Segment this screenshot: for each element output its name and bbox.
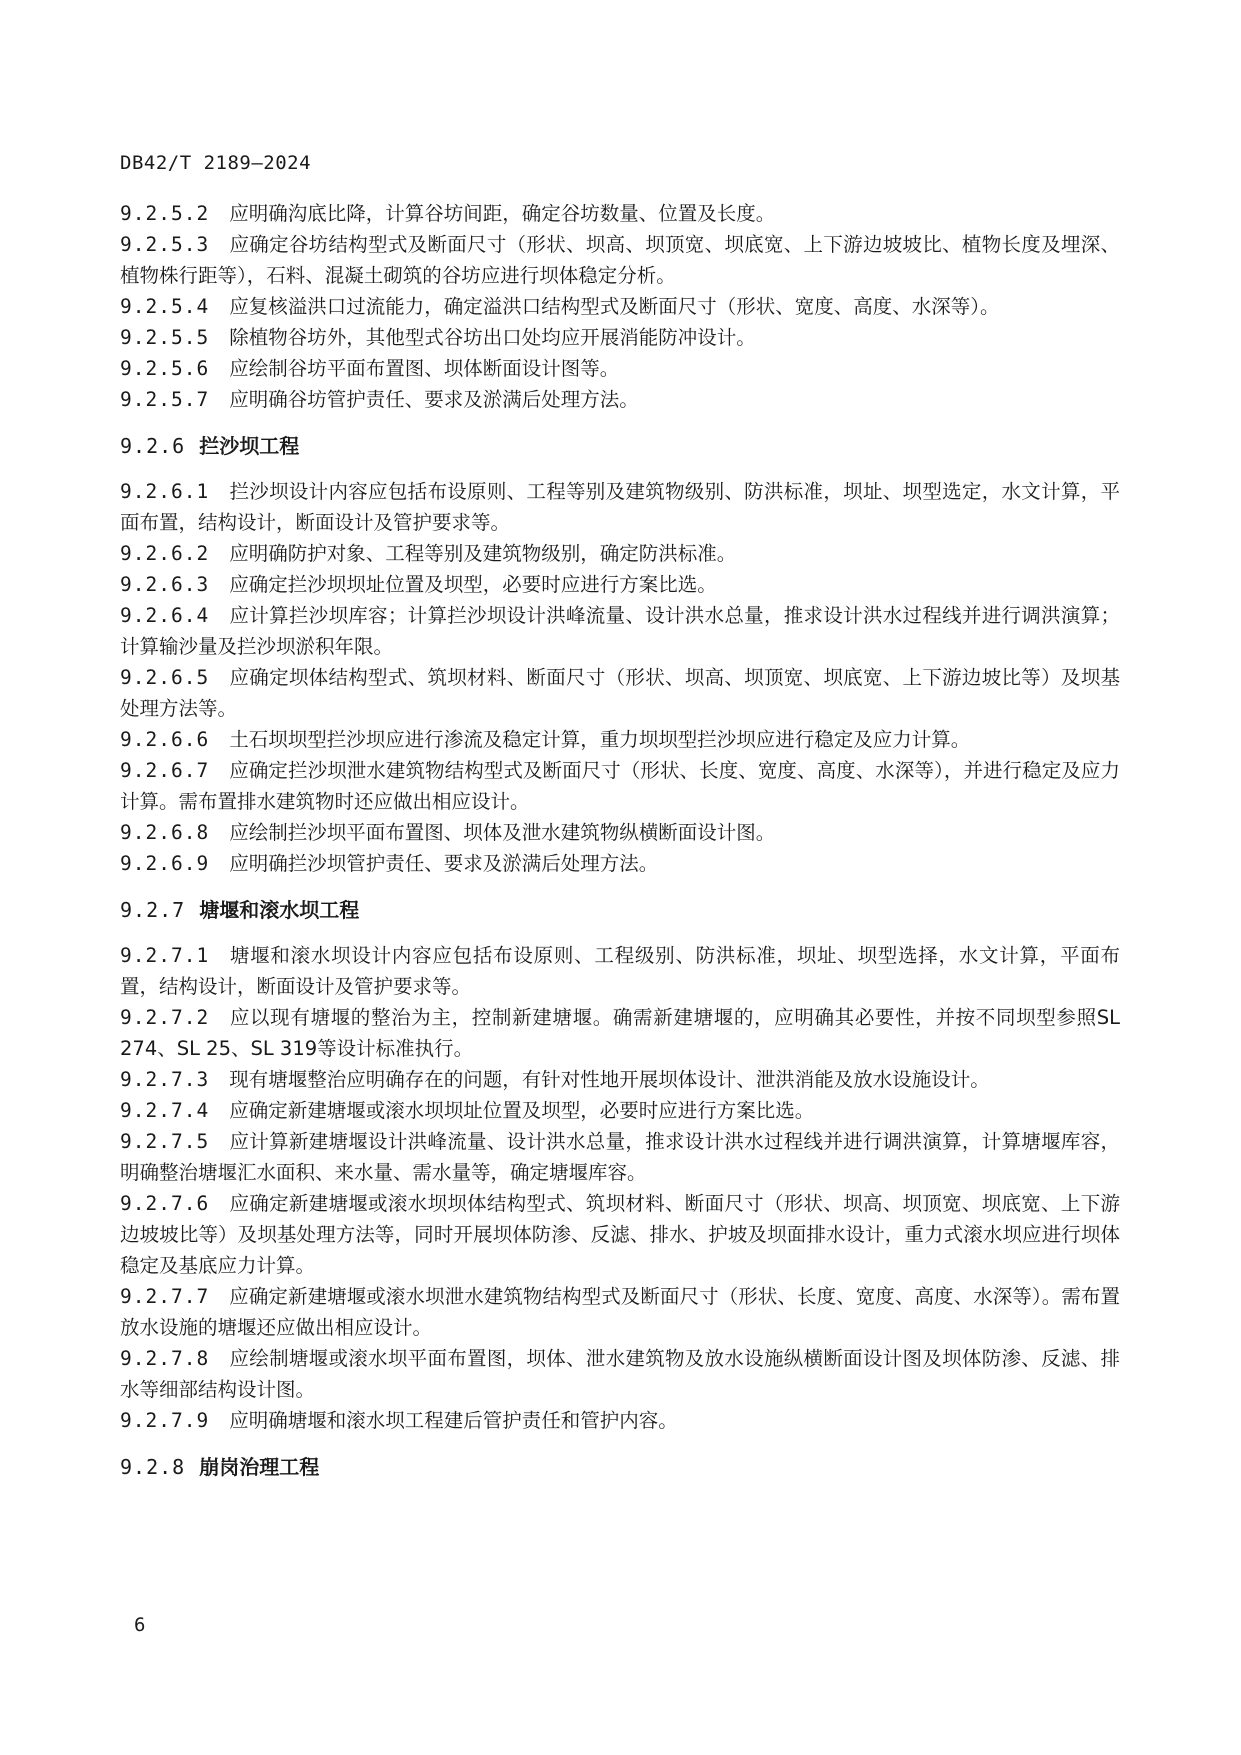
clause-number: 9.2.6.6 — [120, 728, 210, 751]
clause-number: 9.2.7.2 — [120, 1006, 210, 1029]
clause-text: 应明确防护对象、工程等别及建筑物级别，确定防洪标准。 — [229, 542, 737, 565]
clause-text: 除植物谷坊外，其他型式谷坊出口处均应开展消能防冲设计。 — [229, 326, 756, 349]
clause-9-2-6-2 — [120, 538, 1120, 569]
clause-number: 9.2.6.9 — [120, 852, 210, 875]
clause-9-2-7-3 — [120, 1064, 1120, 1095]
clause-text: 应确定新建塘堰或滚水坝坝体结构型式、筑坝材料、断面尺寸（形状、坝高、坝顶宽、坝底宽、上下游边坡坡比等）及坝基处理方法等，同时开展坝体防渗、反滤、排水、护坡及坝面排水设计，重力式滚水坝应进行坝体稳定及基底应力计算。 — [120, 1192, 1120, 1277]
clause-9-2-5-2 — [120, 198, 1120, 229]
clause-number: 9.2.6.8 — [120, 821, 210, 844]
clause-9-2-6-5 — [120, 662, 1120, 724]
clause-number: 9.2.7.3 — [120, 1068, 210, 1091]
clause-9-2-6-8 — [120, 817, 1120, 848]
clause-9-2-7-5 — [120, 1126, 1120, 1188]
clause-9-2-6-9 — [120, 848, 1120, 879]
clause-text: 应确定新建塘堰或滚水坝泄水建筑物结构型式及断面尺寸（形状、长度、宽度、高度、水深等）。需布置放水设施的塘堰还应做出相应设计。 — [120, 1285, 1120, 1339]
clause-number: 9.2.7.4 — [120, 1099, 210, 1122]
clause-text: 应确定拦沙坝泄水建筑物结构型式及断面尺寸（形状、长度、宽度、高度、水深等），并进行稳定及应力计算。需布置排水建筑物时还应做出相应设计。 — [120, 759, 1120, 813]
clause-text: 应绘制塘堰或滚水坝平面布置图，坝体、泄水建筑物及放水设施纵横断面设计图及坝体防渗、反滤、排水等细部结构设计图。 — [120, 1347, 1120, 1401]
clause-text: 应确定拦沙坝坝址位置及坝型，必要时应进行方案比选。 — [229, 573, 717, 596]
clause-number: 9.2.6.5 — [120, 666, 210, 689]
clause-9-2-7-4 — [120, 1095, 1120, 1126]
clause-number: 9.2.5.2 — [120, 202, 210, 225]
section-heading-9-2-6 — [120, 431, 1120, 462]
clause-text: 拦沙坝设计内容应包括布设原则、工程等别及建筑物级别、防洪标准，坝址、坝型选定，水文计算，平面布置，结构设计，断面设计及管护要求等。 — [120, 480, 1120, 534]
clause-number: 9.2.6.7 — [120, 759, 210, 782]
clause-number: 9.2.7.7 — [120, 1285, 210, 1308]
clause-number: 9.2.6.4 — [120, 604, 210, 627]
clause-text: 应确定谷坊结构型式及断面尺寸（形状、坝高、坝顶宽、坝底宽、上下游边坡坡比、植物长度及埋深、植物株行距等），石料、混凝土砌筑的谷坊应进行坝体稳定分析。 — [120, 233, 1120, 287]
clause-number: 9.2.5.7 — [120, 388, 210, 411]
clause-9-2-5-4 — [120, 291, 1120, 322]
clause-text: 应绘制谷坊平面布置图、坝体断面设计图等。 — [229, 357, 620, 380]
clause-number: 9.2.7.1 — [120, 944, 210, 967]
clause-9-2-7-2 — [120, 1002, 1120, 1064]
clause-number: 9.2.5.3 — [120, 233, 210, 256]
clause-9-2-6-6 — [120, 724, 1120, 755]
clause-text: 应以现有塘堰的整治为主，控制新建塘堰。确需新建塘堰的，应明确其必要性，并按不同坝型参照SL 274、SL 25、SL 319等设计标准执行。 — [120, 1006, 1120, 1060]
document-body — [120, 198, 1120, 1497]
document-code: DB42/T 2189—2024 — [120, 152, 312, 174]
clause-text: 土石坝坝型拦沙坝应进行渗流及稳定计算，重力坝坝型拦沙坝应进行稳定及应力计算。 — [229, 728, 971, 751]
clause-9-2-7-8 — [120, 1343, 1120, 1405]
clause-text: 现有塘堰整治应明确存在的问题，有针对性地开展坝体设计、泄洪消能及放水设施设计。 — [229, 1068, 990, 1091]
clause-text: 应确定新建塘堰或滚水坝坝址位置及坝型，必要时应进行方案比选。 — [229, 1099, 815, 1122]
clause-9-2-7-6 — [120, 1188, 1120, 1281]
page-number: 6 — [134, 1614, 146, 1636]
clause-9-2-6-3 — [120, 569, 1120, 600]
clause-9-2-5-7 — [120, 384, 1120, 415]
clause-9-2-7-7 — [120, 1281, 1120, 1343]
clause-number: 9.2.5.6 — [120, 357, 210, 380]
section-heading-9-2-8 — [120, 1452, 1120, 1483]
section-heading-9-2-7 — [120, 895, 1120, 926]
section-number: 9.2.7 — [120, 898, 186, 922]
clause-9-2-5-6 — [120, 353, 1120, 384]
clause-9-2-6-4 — [120, 600, 1120, 662]
clause-number: 9.2.6.2 — [120, 542, 210, 565]
clause-text: 应确定坝体结构型式、筑坝材料、断面尺寸（形状、坝高、坝顶宽、坝底宽、上下游边坡比等）及坝基处理方法等。 — [120, 666, 1120, 720]
clause-text: 应计算拦沙坝库容；计算拦沙坝设计洪峰流量、设计洪水总量，推求设计洪水过程线并进行调洪演算；计算输沙量及拦沙坝淤积年限。 — [120, 604, 1120, 658]
clause-text: 应计算新建塘堰设计洪峰流量、设计洪水总量，推求设计洪水过程线并进行调洪演算，计算塘堰库容，明确整治塘堰汇水面积、来水量、需水量等，确定塘堰库容。 — [120, 1130, 1120, 1184]
clause-text: 应明确沟底比降，计算谷坊间距，确定谷坊数量、位置及长度。 — [229, 202, 776, 225]
clause-number: 9.2.6.3 — [120, 573, 210, 596]
clause-text: 应复核溢洪口过流能力，确定溢洪口结构型式及断面尺寸（形状、宽度、高度、水深等）。 — [229, 295, 1000, 318]
clause-text: 应明确谷坊管护责任、要求及淤满后处理方法。 — [229, 388, 639, 411]
clause-text: 塘堰和滚水坝设计内容应包括布设原则、工程级别、防洪标准，坝址、坝型选择，水文计算，平面布置，结构设计，断面设计及管护要求等。 — [120, 944, 1120, 998]
clause-number: 9.2.7.8 — [120, 1347, 210, 1370]
section-number: 9.2.8 — [120, 1455, 186, 1479]
clause-9-2-7-9 — [120, 1405, 1120, 1436]
clause-number: 9.2.5.4 — [120, 295, 210, 318]
section-number: 9.2.6 — [120, 434, 186, 458]
clause-number: 9.2.7.9 — [120, 1409, 210, 1432]
section-title: 崩岗治理工程 — [199, 1455, 320, 1479]
clause-number: 9.2.5.5 — [120, 326, 210, 349]
clause-9-2-6-7 — [120, 755, 1120, 817]
clause-text: 应明确拦沙坝管护责任、要求及淤满后处理方法。 — [229, 852, 659, 875]
clause-number: 9.2.6.1 — [120, 480, 210, 503]
section-title: 拦沙坝工程 — [199, 434, 300, 458]
clause-9-2-7-1 — [120, 940, 1120, 1002]
clause-number: 9.2.7.6 — [120, 1192, 210, 1215]
clause-text: 应绘制拦沙坝平面布置图、坝体及泄水建筑物纵横断面设计图。 — [229, 821, 776, 844]
clause-text: 应明确塘堰和滚水坝工程建后管护责任和管护内容。 — [229, 1409, 678, 1432]
clause-9-2-5-3 — [120, 229, 1120, 291]
section-title: 塘堰和滚水坝工程 — [199, 898, 360, 922]
clause-number: 9.2.7.5 — [120, 1130, 210, 1153]
clause-9-2-5-5 — [120, 322, 1120, 353]
clause-9-2-6-1 — [120, 476, 1120, 538]
